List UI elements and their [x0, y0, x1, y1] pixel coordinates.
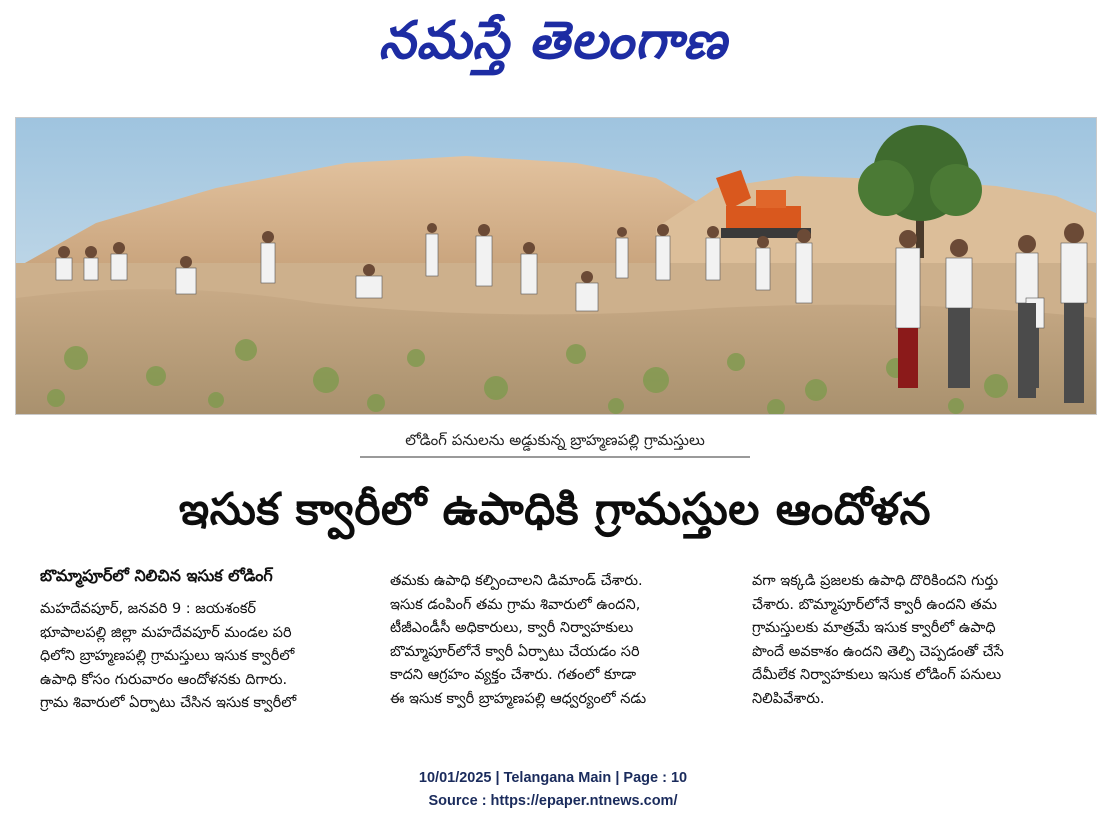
- article-text-line: చేశారు. బొమ్మాపూర్‌లోనే క్వారీ ఉందని తమ: [752, 596, 997, 613]
- article-text-line: మహదేవపూర్, జనవరి 9 : జయశంకర్: [40, 601, 257, 617]
- article-text-line: తమకు ఉపాధి కల్పించాలని డిమాండ్ చేశారు.: [390, 573, 643, 589]
- article-text-line: దేమీలేక నిర్వాహకులు ఇసుక లోడింగ్ పనులు: [752, 667, 1002, 683]
- article-column-2: [390, 570, 730, 750]
- article-text-line: పొందే అవకాశం ఉందని తెల్పి చెప్పడంతో చేసే: [752, 643, 1004, 660]
- newspaper-masthead: నమస్తే తెలంగాణ: [378, 11, 728, 71]
- article-text-line: కాదని ఆగ్రహం వ్యక్తం చేశారు. గతంలో కూడా: [390, 667, 637, 683]
- article-text-line: ధిలోని బ్రాహ్మణపల్లి గ్రామస్తులు ఇసుక క్వారీలో: [40, 648, 295, 664]
- article-text-line: వగా ఇక్కడి ప్రజలకు ఉపాధి దొరికిందని గుర్తు: [752, 573, 999, 589]
- article-text-line: ఇసుక డంపింగ్ తమ గ్రామ శివారులో ఉందని,: [390, 596, 641, 613]
- article-text-line: గ్రామ శివారులో ఏర్పాటు చేసిన ఇసుక క్వారీలో: [40, 695, 297, 711]
- article-text-line: భూపాలపల్లి జిల్లా మహదేవపూర్ మండల పరి: [40, 624, 292, 641]
- news-photo: [15, 117, 1097, 415]
- article-text-line: బొమ్మాపూర్‌లోనే క్వారీ ఏర్పాటు చేయడం సరి: [390, 643, 640, 660]
- article-text-line: ఈ ఇసుక క్వారీ బ్రాహ్మణపల్లి ఆధ్వర్యంలో నడు: [390, 690, 647, 707]
- quarry-scene-illustration: [16, 118, 1096, 414]
- article-text-line: ఉపాధి కోసం గురువారం ఆందోళనకు దిగారు.: [40, 671, 288, 688]
- edition-info: 10/01/2025 | Telangana Main | Page : 10: [418, 770, 688, 786]
- article-text-line: టీజీఎండీసీ అధికారులు, క్వారీ నిర్వాహకులు: [390, 620, 634, 636]
- article-column-3: [752, 570, 1090, 750]
- article-subheadline: బొమ్మాపూర్‌లో నిలిచిన ఇసుక లోడింగ్: [40, 566, 273, 585]
- article-text-line: నిలిపివేశారు.: [752, 690, 825, 707]
- article-headline: ఇసుక క్వారీలో ఉపాధికి గ్రామస్తుల ఆందోళన: [178, 484, 932, 535]
- photo-caption: లోడింగ్ పనులను అడ్డుకున్న బ్రాహ్మణపల్లి గ్రామస్తులు: [360, 428, 750, 458]
- article-column-1: [40, 598, 362, 744]
- article-text-line: గ్రామస్తులకు మాత్రమే ఇసుక క్వారీలో ఉపాధి: [752, 620, 996, 636]
- source-link[interactable]: Source : https://epaper.ntnews.com/: [428, 793, 678, 809]
